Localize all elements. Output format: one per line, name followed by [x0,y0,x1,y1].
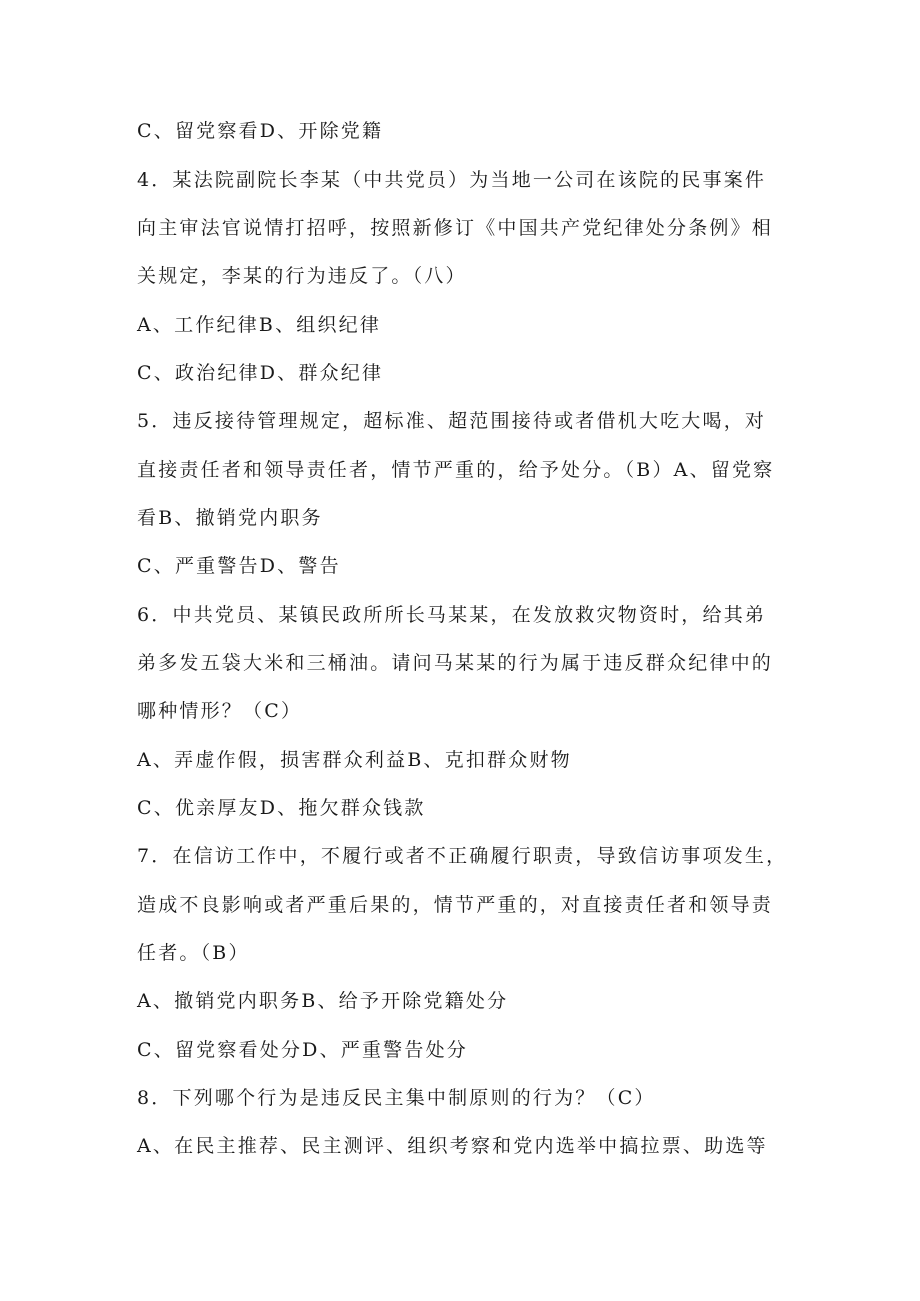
text-line: 直接责任者和领导责任者，情节严重的，给予处分。（B）A、留党察 [137,459,775,481]
text-line: 关规定，李某的行为违反了。（八） [137,265,467,287]
text-line: A、弄虚作假，损害群众利益B、克扣群众财物 [137,749,572,771]
text-line: A、工作纪律B、组织纪律 [137,314,382,336]
text-line: C、政治纪律D、群众纪律 [137,362,384,384]
text-line: 5．违反接待管理规定，超标准、超范围接待或者借机大吃大喝，对 [137,410,767,432]
text-line: 7．在信访工作中，不履行或者不正确履行职责，导致信访事项发生， [137,845,788,867]
text-line: C、留党察看D、开除党籍 [137,120,384,142]
text-line: 向主审法官说情打招呼，按照新修订《中国共产党纪律处分条例》相 [137,217,774,239]
text-line: A、在民主推荐、民主测评、组织考察和党内选举中搞拉票、助选等 [137,1135,768,1157]
text-line: 任者。（B） [137,942,250,964]
text-line: 看B、撤销党内职务 [137,507,323,529]
text-line: 8．下列哪个行为是违反民主集中制原则的行为？（C） [137,1087,656,1109]
text-line: 4．某法院副院长李某（中共党员）为当地一公司在该院的民事案件 [137,169,767,191]
text-line: 6．中共党员、某镇民政所所长马某某，在发放救灾物资时，给其弟 [137,604,767,626]
text-line: C、留党察看处分D、严重警告处分 [137,1039,468,1061]
text-line: A、撤销党内职务B、给予开除党籍处分 [137,990,509,1012]
text-line: 哪种情形？（C） [137,700,303,722]
text-line: 造成不良影响或者严重后果的，情节严重的，对直接责任者和领导责 [137,894,774,916]
text-line: C、严重警告D、警告 [137,555,341,577]
text-line: 弟多发五袋大米和三桶油。请问马某某的行为属于违反群众纪律中的 [137,652,774,674]
text-line: C、优亲厚友D、拖欠群众钱款 [137,797,426,819]
